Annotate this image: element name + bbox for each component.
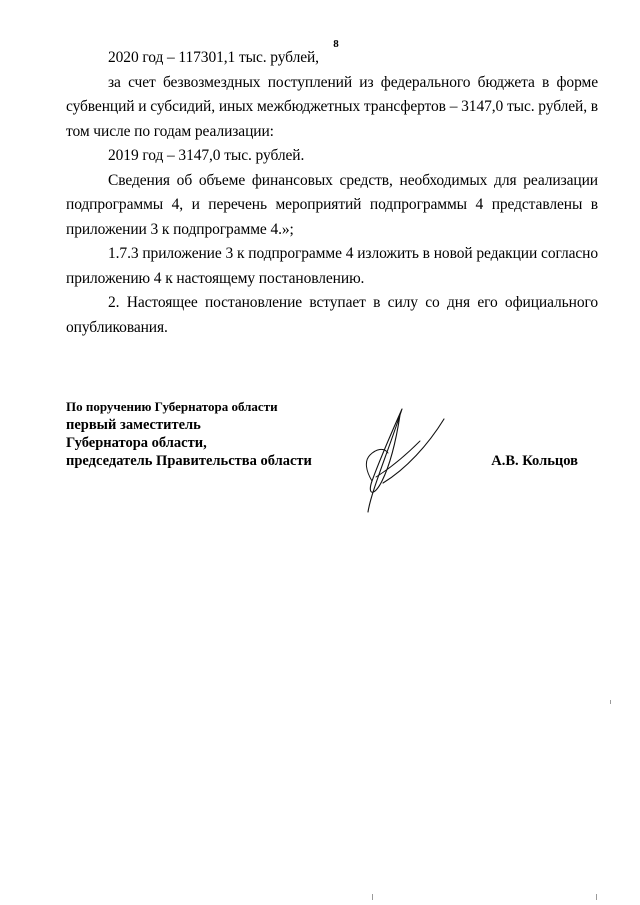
scan-edge-mark <box>610 700 611 704</box>
body-paragraph: Сведения об объеме финансовых средств, необходимых для реализации подпрограммы 4, и перечень мероприятий подпрограммы 4 представлены в приложении 3 к подпрограмме 4.»; <box>66 171 598 238</box>
scan-edge-mark <box>596 894 597 900</box>
signer-position-line: председатель Правительства области <box>66 453 312 469</box>
body-paragraph: 2. Настоящее постановление вступает в силу со дня его официального опубликования. <box>66 294 598 336</box>
handwritten-signature <box>336 397 456 522</box>
signature-authority-line: По поручению Губернатора области <box>66 399 278 414</box>
document-body <box>66 46 598 340</box>
body-paragraph: 1.7.3 приложение 3 к подпрограмме 4 изложить в новой редакции согласно приложению 4 к настоящему постановлению. <box>66 245 598 287</box>
signer-name: А.В. Кольцов <box>491 453 578 469</box>
body-paragraph: 2019 год – 3147,0 тыс. рублей. <box>108 147 305 164</box>
signer-position-line: первый заместитель <box>66 417 201 433</box>
scan-edge-mark <box>372 894 373 900</box>
signature-block <box>66 397 598 527</box>
body-paragraph: 2020 год – 117301,1 тыс. рублей, <box>108 49 319 66</box>
signer-position-line: Губернатора области, <box>66 435 207 451</box>
page-number: 8 <box>333 38 339 50</box>
body-paragraph: за счет безвозмездных поступлений из федерального бюджета в форме субвенций и субсидий, иных межбюджетных трансфертов – 3147,0 тыс. рублей, в том числе по годам реализации: <box>66 73 598 140</box>
